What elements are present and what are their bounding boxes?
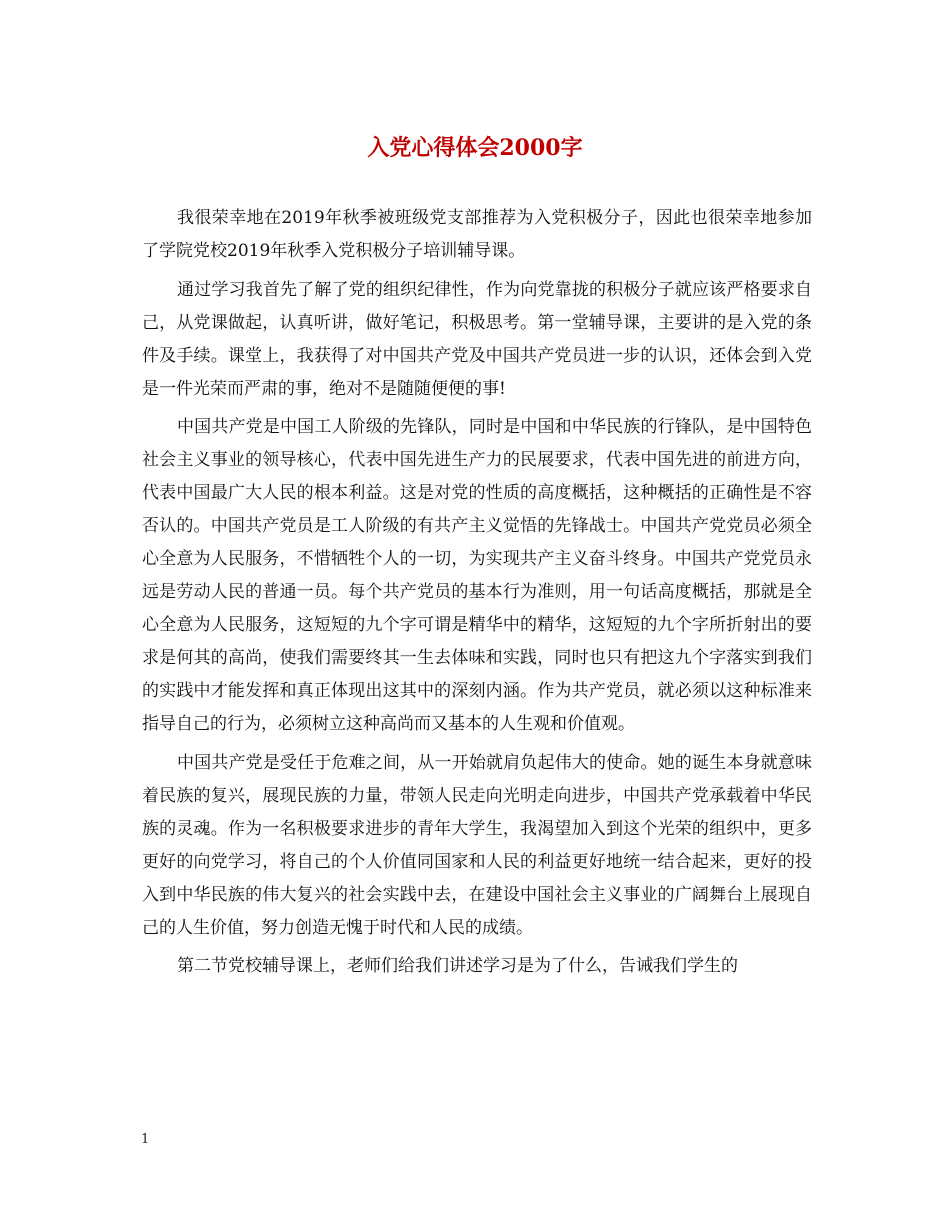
paragraph-1: 我很荣幸地在2019年秋季被班级党支部推荐为入党积极分子，因此也很荣幸地参加了学院党校2019年秋季入党积极分子培训辅导课。 (142, 208, 812, 261)
document-body (142, 202, 812, 989)
document-title: 入党心得体会2000字 (367, 135, 583, 161)
paragraph-4: 中国共产党是受任于危难之间，从一开始就肩负起伟大的使命。她的诞生本身就意味着民族的复兴，展现民族的力量，带领人民走向光明走向进步，中国共产党承载着中华民族的灵魂。作为一名积极要求进步的青年大学生，我渴望加入到这个光荣的组织中，更多更好的向党学习，将自己的个人价值同国家和人民的利益更好地统一结合起来，更好的投入到中华民族的伟大复兴的社会实践中去，在建设中国社会主义事业的广阔舞台上展现自己的人生价值，努力创造无愧于时代和人民的成绩。 (142, 752, 812, 938)
page-number: 1 (141, 1132, 150, 1147)
paragraph-2: 通过学习我首先了解了党的组织纪律性，作为向党靠拢的积极分子就应该严格要求自己，从党课做起，认真听讲，做好笔记，积极思考。第一堂辅导课，主要讲的是入党的条件及手续。课堂上，我获得了对中国共产党及中国共产党员进一步的认识，还体会到入党是一件光荣而严肃的事，绝对不是随随便便的事! (142, 279, 812, 399)
paragraph-5: 第二节党校辅导课上，老师们给我们讲述学习是为了什么，告诫我们学生的 (177, 956, 738, 976)
paragraph-3: 中国共产党是中国工人阶级的先锋队，同时是中国和中华民族的行锋队，是中国特色社会主义事业的领导核心，代表中国先进生产力的民展要求，代表中国先进的前进方向，代表中国最广大人民的根本利益。这是对党的性质的高度概括，这种概括的正确性是不容否认的。中国共产党员是工人阶级的有共产主义觉悟的先锋战士。中国共产党党员必须全心全意为人民服务，不惜牺牲个人的一切，为实现共产主义奋斗终身。中国共产党党员永远是劳动人民的普通一员。每个共产党员的基本行为准则，用一句话高度概括，那就是全心全意为人民服务，这短短的九个字可谓是精华中的精华，这短短的九个字所折射出的要求是何其的高尚，使我们需要终其一生去体味和实践，同时也只有把这九个字落实到我们的实践中才能发挥和真正体现出这其中的深刻内涵。作为共产党员，就必须以这种标准来指导自己的行为，必须树立这种高尚而又基本的人生观和价值观。 (142, 417, 812, 734)
